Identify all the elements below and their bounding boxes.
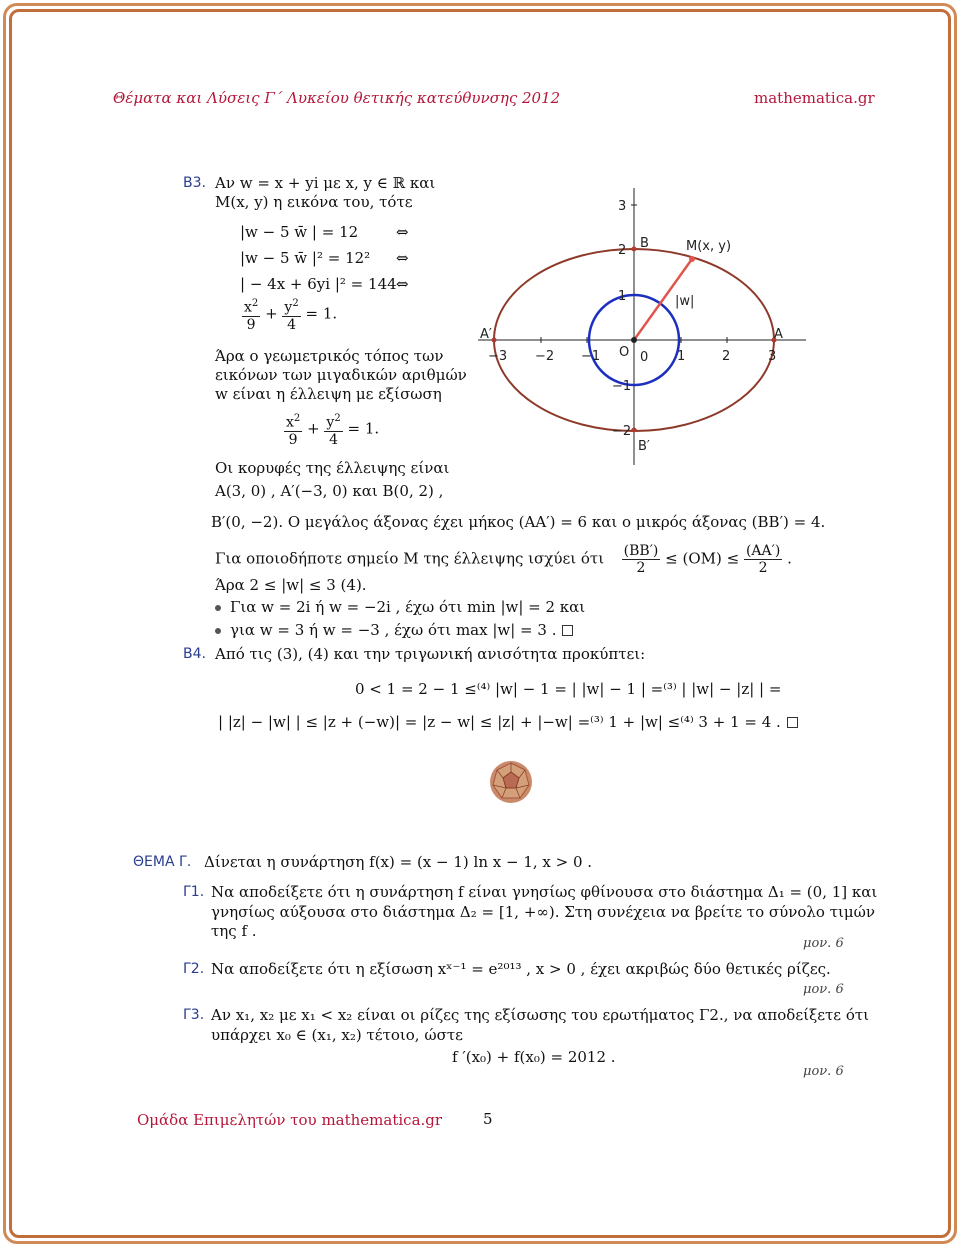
b4-chain2: | |z| − |w| | ≤ |z + (−w)| = |z − w| ≤ |z| + |−w| =⁽³⁾ 1 + |w| ≤⁽⁴⁾ 3 + 1 = 4 . [218,713,798,731]
tick-y-3: 3 [618,199,627,214]
g1-label: Γ1. [183,884,205,900]
b3-eq3: | − 4x + 6yi |² = 144 [240,275,397,293]
label-a: A [774,327,783,342]
g3-marks: μον. 6 [803,1064,844,1079]
thema-function: Δίνεται η συνάρτηση f(x) = (x − 1) ln x − 1, x > 0 . [204,853,593,871]
b3-ara: Άρα 2 ≤ |w| ≤ 3 (4). [215,576,367,594]
label-m: M(x, y) [686,239,732,254]
g2-marks: μον. 6 [803,982,844,997]
b3-bullet1: Για w = 2i ή w = −2i , έχω ότι min |w| = 2 και [230,598,586,616]
point-a-prime [492,338,497,343]
iff-3: ⇔ [396,275,409,293]
b3-label: Β3. [183,175,206,191]
b3-eq1: |w − 5 w̄ | = 12 [240,223,359,241]
g1-marks: μον. 6 [803,936,844,951]
b4-chain1: 0 < 1 = 2 − 1 ≤⁽⁴⁾ |w| − 1 = | |w| − 1 | =⁽³⁾ | |w| − |z| | = [355,680,782,698]
bullet-1 [215,605,221,611]
b3-eq5: $\frac{x^2}{9}$ + $\frac{y^2}{4}$ = 1. [286,413,380,448]
b3-bullet2: για w = 3 ή w = −3 , έχω ότι max |w| = 3 . [230,621,573,639]
g1-line3: της f . [211,922,257,940]
point-m [689,256,695,262]
g3-line2: υπάρχει x₀ ∈ (x₁, x₂) τέτοιο, ώστε [211,1026,463,1044]
tick-x-1: 1 [677,349,686,364]
ellipse-figure [470,180,810,470]
b3-eq2: |w − 5 w̄ |² = 12² [240,249,371,267]
iff-2: ⇔ [396,249,409,267]
point-b-prime [632,428,637,433]
b3-line2: M(x, y) η εικόνα του, τότε [215,193,413,211]
footer-team: Ομάδα Επιμελητών του mathematica.gr [137,1111,443,1129]
b3-line1: Αν w = x + yi με x, y ∈ ℝ και [215,174,436,192]
b3-vertices1: Οι κορυφές της έλλειψης είναι [215,459,450,477]
b3-para1: Άρα ο γεωμετρικός τόπος των [215,347,444,365]
tick-x-2: 2 [722,349,731,364]
b4-line1: Από τις (3), (4) και την τριγωνική ανισότητα προκύπτει: [215,645,646,663]
g2-line1: Να αποδείξετε ότι η εξίσωση xˣ⁻¹ = e²⁰¹³ , x > 0 , έχει ακριβώς δύο θετικές ρίζες. [211,960,831,978]
qed-square-2 [787,717,798,728]
label-b-prime: B′ [638,439,650,454]
b3-eq4: $\frac{x^2}{9}$ + $\frac{y^2}{4}$ = 1. [244,298,338,333]
b4-label: Β4. [183,646,206,662]
polyhedron-logo [487,758,535,806]
tick-y-2: 2 [618,243,627,258]
tick-y-n2: −2 [612,424,632,439]
thema-title: ΘΕΜΑ Γ. [133,854,192,870]
iff-1: ⇔ [396,223,409,241]
b3-vertices2: A(3, 0) , A′(−3, 0) και B(0, 2) , [215,482,444,500]
header-title: Θέματα και Λύσεις Γ΄ Λυκείου θετικής κατεύθυνσης 2012 [113,89,561,107]
g3-equation: f ′(x₀) + f(x₀) = 2012 . [452,1048,616,1066]
label-o: O [619,345,630,360]
page-number: 5 [483,1110,493,1128]
header-site: mathematica.gr [754,89,875,107]
tick-x-3: 3 [768,349,777,364]
point-b [632,247,637,252]
label-w: |w| [675,294,695,309]
tick-x-n1: −1 [581,349,601,364]
b3-inequality-line: Για οποιοδήποτε σημείο M της έλλειψης ισχύει ότι $\frac{(BB')}{2}$ ≤ (OM) ≤ $\frac{(AA')}{2}$ . [215,543,792,576]
tick-x-0: 0 [640,350,649,365]
tick-y-1: 1 [618,289,627,304]
b3-para2: εικόνων των μιγαδικών αριθμών [215,366,467,384]
origin-point [631,337,637,343]
tick-x-n3: −3 [488,349,508,364]
label-b: B [640,236,649,251]
g3-label: Γ3. [183,1007,205,1023]
g1-line2: γνησίως αύξουσα στο διάστημα Δ₂ = [1, +∞). Στη συνέχεια να βρείτε το σύνολο τιμών [211,903,875,921]
b3-axes: B′(0, −2). Ο μεγάλος άξονας έχει μήκος (AA′) = 6 και ο μικρός άξονας (BB′) = 4. [211,513,826,531]
bullet-2 [215,628,221,634]
label-a-prime: A′ [480,327,492,342]
g2-label: Γ2. [183,961,205,977]
qed-square [562,625,573,636]
tick-y-n1: −1 [612,379,632,394]
b3-para3: w είναι η έλλειψη με εξίσωση [215,385,442,403]
g3-line1: Αν x₁, x₂ με x₁ < x₂ είναι οι ρίζες της εξίσωσης του ερωτήματος Γ2., να αποδείξετε ότι [211,1006,870,1024]
tick-x-n2: −2 [535,349,555,364]
g1-line1: Να αποδείξετε ότι η συνάρτηση f είναι γνησίως φθίνουσα στο διάστημα Δ₁ = (0, 1] και [211,883,878,901]
